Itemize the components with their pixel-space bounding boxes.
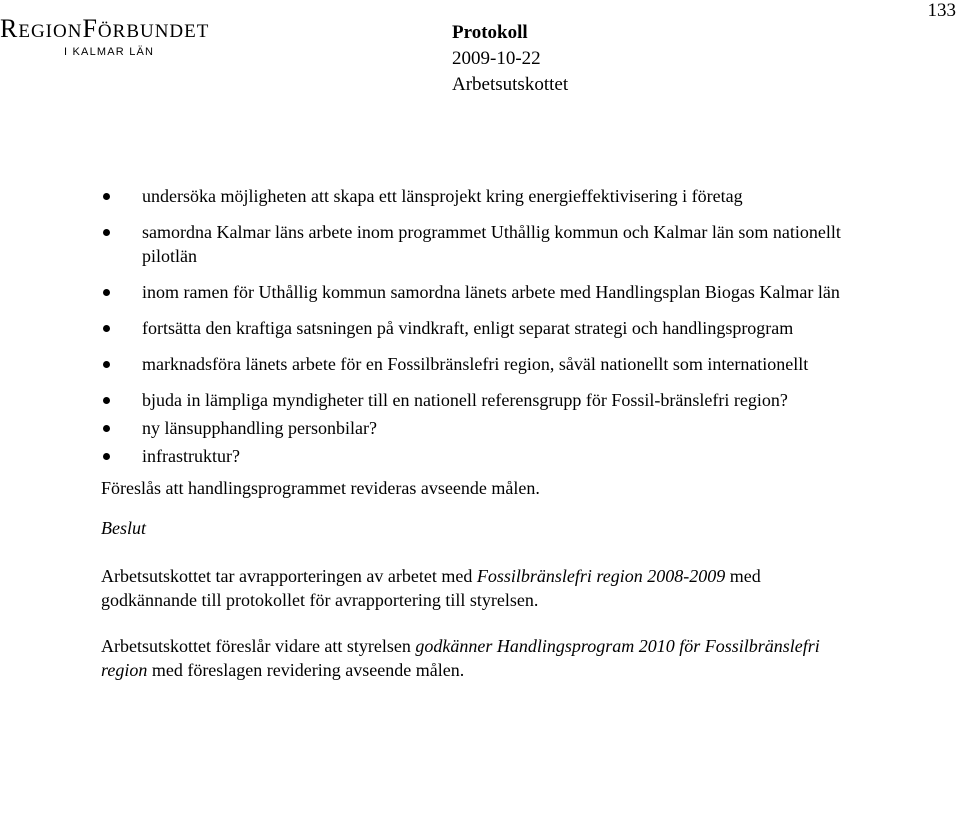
bullet-icon bbox=[103, 229, 110, 236]
list-item: fortsätta den kraftiga satsningen på vindkraft, enligt separat strategi och handlingsprogram bbox=[101, 316, 861, 340]
logo-main-text: REGIONFÖRBUNDET bbox=[0, 14, 210, 43]
list-item: ny länsupphandling personbilar? bbox=[101, 416, 861, 440]
list-item: inom ramen för Uthållig kommun samordna länets arbete med Handlingsplan Biogas Kalmar län bbox=[101, 280, 861, 304]
bullet-icon bbox=[103, 289, 110, 296]
logo-sub-text: I KALMAR LÄN bbox=[64, 46, 155, 58]
list-item: bjuda in lämpliga myndigheter till en nationell referensgrupp för Fossil-bränslefri region? bbox=[101, 388, 861, 412]
bullet-icon bbox=[103, 361, 110, 368]
document-date: 2009-10-22 bbox=[452, 48, 541, 69]
list-item: infrastruktur? bbox=[101, 444, 861, 468]
list-item: undersöka möjligheten att skapa ett länsprojekt kring energieffektivisering i företag bbox=[101, 184, 861, 208]
decision-heading: Beslut bbox=[101, 518, 146, 538]
action-list bbox=[101, 184, 861, 468]
document-body bbox=[101, 184, 861, 682]
page-number: 133 bbox=[927, 0, 956, 21]
document-title: Protokoll bbox=[452, 22, 528, 43]
bullet-icon bbox=[103, 193, 110, 200]
bullet-icon bbox=[103, 325, 110, 332]
document-header bbox=[452, 20, 568, 98]
committee-name: Arbetsutskottet bbox=[452, 74, 569, 95]
bullet-icon bbox=[103, 425, 110, 432]
list-item: samordna Kalmar läns arbete inom programmet Uthållig kommun och Kalmar län som nationellt pilotlän bbox=[101, 220, 861, 268]
proposal-text: Föreslås att handlingsprogrammet revideras avseende målen. bbox=[101, 478, 540, 498]
list-item: marknadsföra länets arbete för en Fossilbränslefri region, såväl nationellt som internationellt bbox=[101, 352, 861, 376]
organization-logo bbox=[0, 16, 240, 59]
decision-paragraph-1: Arbetsutskottet tar avrapporteringen av arbetet med Fossilbränslefri region 2008-2009 med godkännande till protokollet för avrapportering till styrelsen. bbox=[101, 566, 761, 610]
bullet-icon bbox=[103, 397, 110, 404]
decision-paragraph-2: Arbetsutskottet föreslår vidare att styrelsen godkänner Handlingsprogram 2010 för Fossilbränslefri region med föreslagen revidering avseende målen. bbox=[101, 636, 820, 680]
bullet-icon bbox=[103, 453, 110, 460]
